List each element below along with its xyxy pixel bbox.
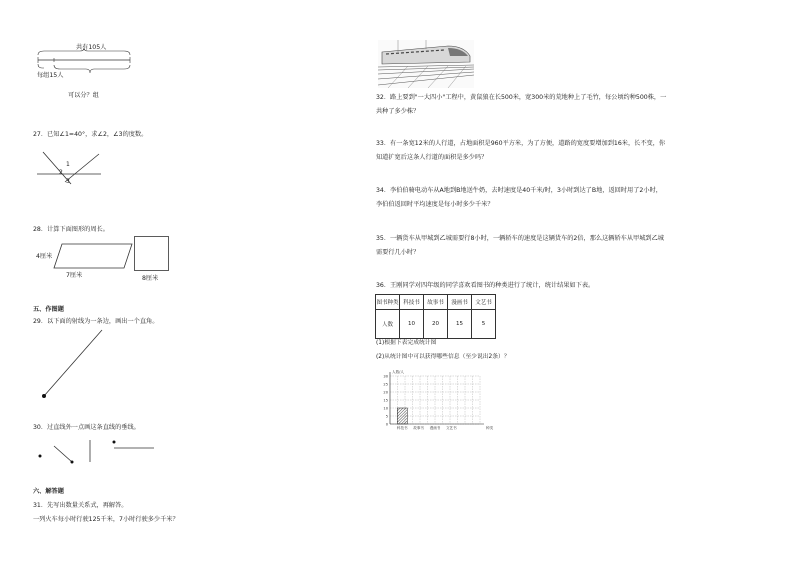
q36-text: 36．王刚同学对四年级的同学喜欢看图书的种类进行了统计，统计结果如下表。: [376, 282, 595, 289]
x-tick-label: 故事书: [413, 426, 425, 430]
y-tick-label: 25: [383, 382, 388, 387]
y-tick-label: 30: [383, 374, 388, 379]
q29-text: 29．以下面的射线为一条边，画出一个直角。: [33, 318, 159, 325]
x-axis-label: 种类: [486, 426, 494, 430]
angle-label-1: 1: [66, 161, 70, 168]
y-tick-label: 10: [383, 406, 388, 411]
table-cell: 10: [400, 310, 424, 339]
parallelogram-base-label: 7厘米: [66, 272, 83, 279]
q35-line2: 需要行几小时？: [376, 249, 420, 256]
parallelogram-figure: [54, 242, 134, 272]
table-cell: 5: [472, 310, 496, 339]
table-cell: 20: [424, 310, 448, 339]
q32-line2: 共种了多少株？: [376, 108, 420, 115]
y-tick-label: 15: [383, 398, 388, 403]
angle-figure: [35, 148, 105, 188]
square-figure: [134, 236, 170, 272]
angle-label-3: 3: [66, 178, 70, 185]
section-5-heading: 五、作图题: [33, 306, 64, 313]
q35-line1: 35．一辆货车从甲城到乙城需要行8小时，一辆轿车的速度是这辆货车的2倍，那么这辆轿车从甲城到乙城: [376, 235, 664, 242]
table-header-cell: 漫画书: [448, 295, 472, 310]
q27-text: 27．已知∠1=40°，求∠2，∠3的度数。: [33, 131, 148, 138]
q36-sub1: (1)根据下表完成统计图: [376, 340, 437, 346]
perpendicular-figure: [30, 436, 170, 476]
q34-line1: 34．李伯伯骑电动车从A地到B地送牛奶，去时速度是40千米/时，3小时到达了B地，返回时用了2小时，: [376, 187, 662, 194]
q33-line2: 知道扩宽后这条人行道的面积是多少吗？: [376, 154, 488, 161]
table-row: [376, 295, 496, 310]
square-side-label: 8厘米: [142, 275, 159, 282]
y-tick-label: 20: [383, 390, 388, 395]
angle-label-2: 2: [59, 169, 63, 176]
book-bar-chart: [374, 366, 504, 436]
q28-text: 28．计算下面图形的周长。: [33, 226, 109, 233]
q34-line2: 李伯伯返回时平均速度是每小时多少千米？: [376, 201, 494, 208]
table-row: [376, 310, 496, 339]
table-header-cell: 文艺书: [472, 295, 496, 310]
book-type-table: [375, 294, 496, 339]
table-cell: 人数: [376, 310, 400, 339]
q31-text: 31．先写出数量关系式，再解答。: [33, 502, 128, 509]
x-tick-label: 科技书: [396, 426, 408, 430]
ray-figure: [40, 326, 110, 406]
table-cell: 15: [448, 310, 472, 339]
q30-text: 30．过直线外一点画这条直线的垂线。: [33, 424, 140, 431]
diagram-question-label: 可以分？组: [68, 92, 99, 99]
diagram-total-label: 共有105人: [76, 44, 107, 51]
y-axis-label: 人数/人: [392, 370, 404, 374]
train-illustration: [378, 40, 474, 88]
table-header-cell: 故事书: [424, 295, 448, 310]
table-header-cell: 科技书: [400, 295, 424, 310]
q36-sub2: (2)从统计图中可以获得哪些信息（至少说出2条）？: [376, 354, 510, 360]
section-6-heading: 六、解答题: [33, 488, 64, 495]
x-tick-label: 漫画书: [429, 426, 441, 430]
diagram-each-label: 每组15人: [37, 72, 64, 79]
y-tick-label: 0: [385, 422, 388, 427]
bar: [397, 408, 407, 424]
x-tick-label: 文艺书: [445, 426, 457, 430]
q32-line1: 32．路上要到"一大四小"工程中，黄鼠狼在长500米，宽300米的荒地种上了毛竹，每公顷约种500株，一: [376, 94, 667, 101]
y-tick-label: 5: [385, 414, 388, 419]
table-header-cell: 图书种类: [376, 295, 400, 310]
q33-line1: 33．有一条宽12米的人行道，占地面积是960平方米，为了方便，道路的宽度要增加到16米，长不变，你: [376, 140, 666, 147]
q31-problem: 一列火车每小时行驶125千米，7小时行驶多少千米？: [33, 516, 179, 523]
parallelogram-side-label: 4厘米: [36, 253, 53, 260]
